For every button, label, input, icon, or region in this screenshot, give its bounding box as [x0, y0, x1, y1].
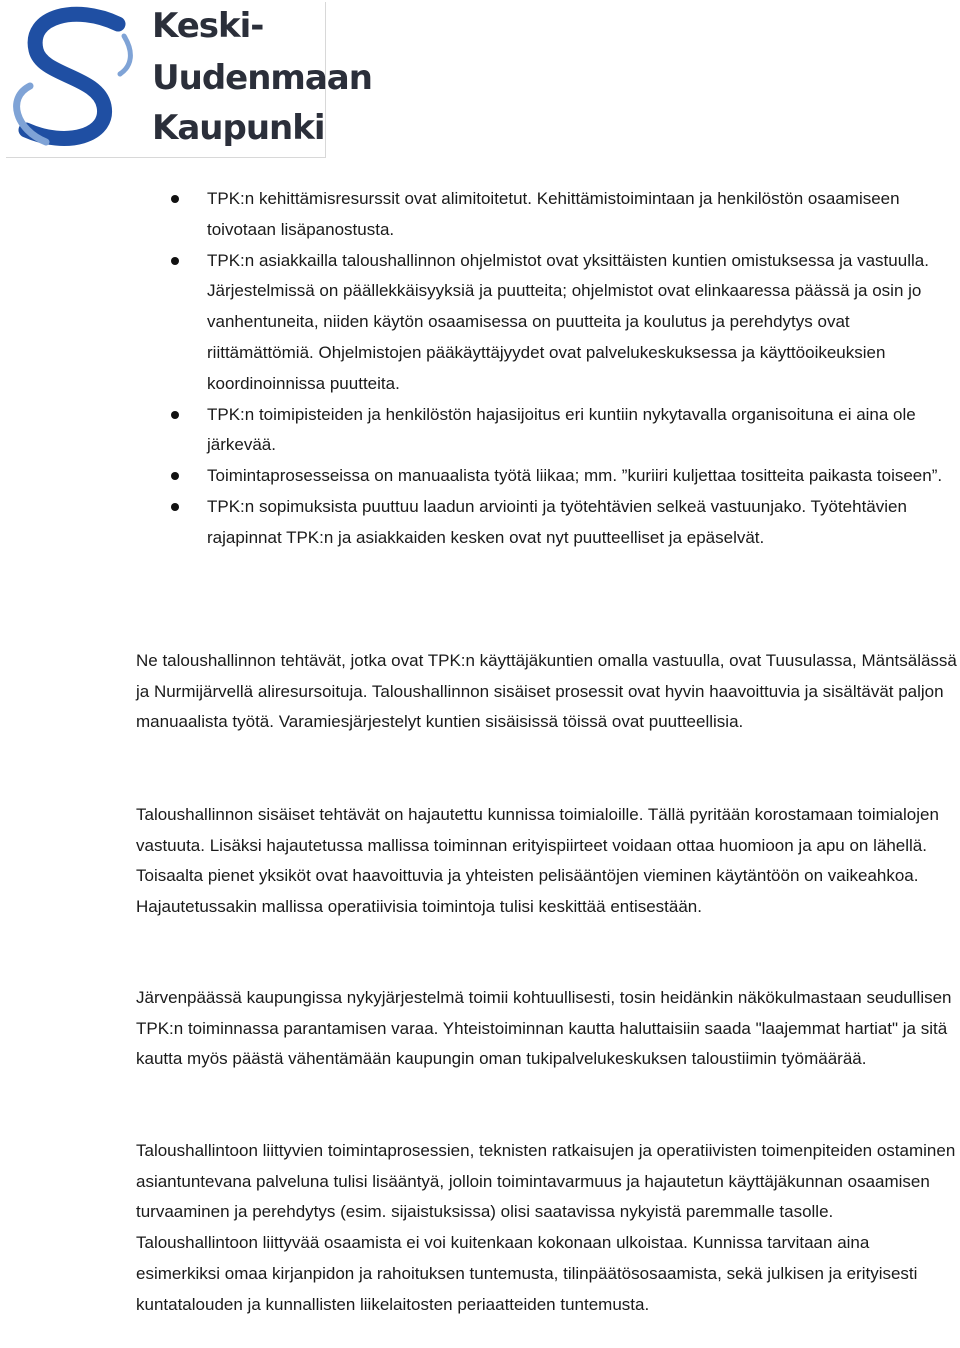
list-item-text: Toimintaprosesseissa on manuaalista työtä liikaa; mm. ”kuriiri kuljettaa tositteita paikasta toiseen”. [207, 466, 943, 486]
bullet-icon [171, 472, 179, 480]
paragraph-jarvenpaa: Järvenpäässä kaupungissa nykyjärjestelmä toimii kohtuullisesti, tosin heidänkin näkökulmastaan seudullisen TPK:n toiminnassa parantamisen varaa. Yhteistoiminnan kautta haluttaisiin saada "laajemmat hartiat" ja sitä kautta myös päästä vähentämään kaupungin oman tukipalvelukeskuksen taloustiimin työmäärää. [136, 988, 952, 1069]
paragraph-decentralized-tasks: Taloushallinnon sisäiset tehtävät on hajautettu kunnissa toimialoille. Tällä pyritään korostamaan toimialojen vastuuta. Lisäksi hajautetussa mallissa toiminnan erityispiirteet voidaan ottaa huomioon ja apu on lähellä. Toisaalta pienet yksiköt ovat haavoittuvia ja yhteisten pelisääntöjen vieminen käytäntöön on vaikeahkoa. Hajautetussakin mallissa operatiivisia toimintoja tulisi keskittää entisestään. [136, 805, 939, 917]
list-item-text: TPK:n sopimuksista puuttuu laadun arviointi ja työtehtävien selkeä vastuunjako. Työtehtävien rajapinnat TPK:n ja asiakkaiden kesken ovat nyt puutteelliset ja epäselvät. [207, 496, 907, 547]
paragraph-resourcing: Ne taloushallinnon tehtävät, jotka ovat TPK:n käyttäjäkuntien omalla vastuulla, ovat Tuusulassa, Mäntsälässä ja Nurmijärvellä aliresursoituja. Taloushallinnon sisäiset prosessit ovat hyvin haavoittuvia ja sisältävät paljon manuaalista työtä. Varamiesjärjestelyt kuntien sisäisissä töissä ovat puutteellisia. [136, 651, 957, 732]
list-item-text: TPK:n toimipisteiden ja henkilöstön hajasijoitus eri kuntiin nykytavalla organisoituna ei aina ole järkevää. [207, 404, 916, 455]
logo-text-line-3: Kaupunki [152, 108, 325, 148]
list-item [0, 492, 960, 554]
list-item [0, 400, 960, 462]
bullet-list [0, 184, 960, 554]
logo-text-line-2: Uudenmaan [152, 58, 372, 98]
list-item [0, 461, 960, 492]
bullet-icon [171, 411, 179, 419]
list-item [0, 246, 960, 400]
bullet-icon [171, 257, 179, 265]
list-item [0, 184, 960, 246]
bullet-icon [171, 503, 179, 511]
bullet-icon [171, 195, 179, 203]
swirl-logo-icon [6, 2, 156, 158]
list-item-text: TPK:n asiakkailla taloushallinnon ohjelmistot ovat yksittäisten kuntien omistuksessa ja vastuulla. Järjestelmissä on päällekkäisyyksiä ja puutteita; ohjelmistot ovat elinkaaressa päässä ja osin jo vanhentuneita, niiden käytön osaamisessa on puutteita ja koulutus ja perehdytys ovat riittämättömiä. Ohjelmistojen pääkäyttäjyydet ovat palvelukeskuksessa ja käyttöoikeuksien koordinoinnissa puutteita. [207, 250, 929, 393]
logo-text-line-1: Keski- [152, 6, 264, 46]
paragraph-outsourcing: Taloushallintoon liittyvien toimintaprosessien, teknisten ratkaisujen ja operatiivisten toimenpiteiden ostaminen asiantuntevana palveluna tulisi lisääntyä, jolloin toimintavarmuus ja hajautetun käyttäjäkunnan osaamisen turvaaminen ja perehdytys (esim. sijaistuksissa) olisi saatavissa nykyistä paremmalle tasolle. Taloushallintoon liittyvää osaamista ei voi kuitenkaan kokonaan ulkoistaa. Kunnissa tarvitaan aina esimerkiksi omaa kirjanpidon ja rahoituksen tuntemusta, tilinpäätösosaamista, sekä julkisen ja erityisesti kuntatalouden ja kunnallisten liikelaitosten periaatteiden tuntemusta. [136, 1141, 956, 1314]
logo [6, 2, 372, 158]
list-item-text: TPK:n kehittämisresurssit ovat alimitoitetut. Kehittämistoimintaan ja henkilöstön osaamiseen toivotaan lisäpanostusta. [207, 189, 900, 239]
